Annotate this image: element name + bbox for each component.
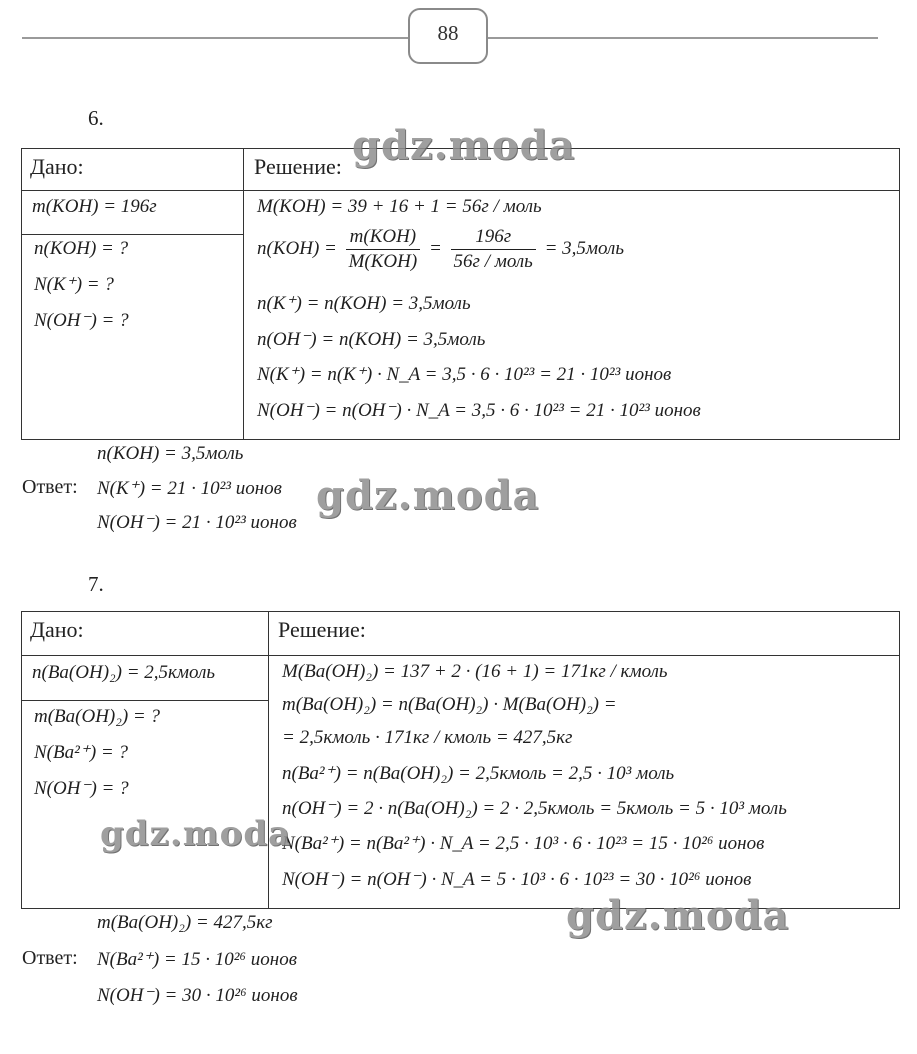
problem-6-solution-line-3: n(K⁺) = n(KOH) = 3,5моль	[257, 293, 471, 314]
problem-6-solution-line-1: M(KOH) = 39 + 16 + 1 = 56г / моль	[257, 196, 542, 217]
problem-6-answer-label: Ответ:	[22, 476, 78, 498]
problem-6-column-divider	[243, 148, 244, 440]
watermark: gdz.moda	[566, 892, 790, 939]
problem-7-number: 7.	[88, 572, 104, 596]
header-rule-left	[22, 37, 410, 39]
problem-7-solution-line-7: N(OH⁻) = n(OH⁻) · N_A = 5 · 10³ · 6 · 10²³ = 30 · 10²⁶ ионов	[282, 869, 752, 890]
problem-7-answer-label: Ответ:	[22, 947, 78, 969]
problem-6-answer-1: n(KOH) = 3,5моль	[97, 443, 244, 464]
watermark: gdz.moda	[100, 814, 292, 854]
problem-6-given-label: Дано:	[30, 154, 84, 179]
problem-6-answer-2: N(K⁺) = 21 · 10²³ ионов	[97, 478, 282, 499]
problem-6-solution-line-5: N(K⁺) = n(K⁺) · N_A = 3,5 · 6 · 10²³ = 21 · 10²³ ионов	[257, 364, 672, 385]
problem-6-fraction-1	[346, 226, 421, 273]
problem-7-find-3: N(OH⁻) = ?	[34, 778, 129, 799]
problem-6-fraction-2	[451, 226, 536, 273]
problem-7-answer-2: N(Ba²⁺) = 15 · 10²⁶ ионов	[97, 949, 297, 970]
header-rule-right	[486, 37, 878, 39]
problem-7-header-divider	[21, 655, 900, 656]
problem-6-fraction-2-numerator: 196г	[451, 226, 536, 250]
problem-6-answer-3: N(OH⁻) = 21 · 10²³ ионов	[97, 512, 297, 533]
problem-7-solution-line-3: = 2,5кмоль · 171кг / кмоль = 427,5кг	[282, 727, 573, 748]
problem-6-header-divider	[21, 190, 900, 191]
problem-7-answer-1: m(Ba(OH)₂) = 427,5кг	[97, 912, 273, 933]
problem-6-line-2-equals: =	[428, 237, 442, 259]
problem-7-solution-line-5: n(OH⁻) = 2 · n(Ba(OH)₂) = 2 · 2,5кмоль = 5кмоль = 5 · 10³ моль	[282, 798, 787, 819]
problem-7-given-value: n(Ba(OH)₂) = 2,5кмоль	[32, 662, 216, 683]
problem-6-solution-line-6: N(OH⁻) = n(OH⁻) · N_A = 3,5 · 6 · 10²³ = 21 · 10²³ ионов	[257, 400, 701, 421]
problem-6-find-3: N(OH⁻) = ?	[34, 310, 129, 331]
problem-6-given-divider	[21, 234, 243, 235]
problem-7-solution-line-4: n(Ba²⁺) = n(Ba(OH)₂) = 2,5кмоль = 2,5 · 10³ моль	[282, 763, 675, 784]
problem-6-solution-label: Решение:	[254, 154, 342, 179]
problem-6-line-2-result: = 3,5моль	[544, 237, 624, 259]
watermark: gdz.moda	[316, 472, 540, 519]
problem-7-solution-line-1: M(Ba(OH)₂) = 137 + 2 · (16 + 1) = 171кг / кмоль	[282, 661, 668, 682]
problem-6-find-1: n(KOH) = ?	[34, 238, 129, 259]
problem-6-fraction-2-denominator: 56г / моль	[453, 251, 533, 272]
problem-7-solution-line-6: N(Ba²⁺) = n(Ba²⁺) · N_A = 2,5 · 10³ · 6 · 10²³ = 15 · 10²⁶ ионов	[282, 833, 765, 854]
problem-6-find-2: N(K⁺) = ?	[34, 274, 114, 295]
problem-7-solution-line-2: m(Ba(OH)₂) = n(Ba(OH)₂) · M(Ba(OH)₂) =	[282, 694, 617, 715]
problem-7-given-label: Дано:	[30, 617, 84, 642]
problem-6-solution-line-2	[257, 226, 624, 273]
page-number: 88	[408, 8, 488, 64]
problem-6-given-value: m(KOH) = 196г	[32, 196, 157, 217]
problem-6-solution-line-4: n(OH⁻) = n(KOH) = 3,5моль	[257, 329, 486, 350]
problem-6-number: 6.	[88, 106, 104, 130]
problem-6-fraction-1-numerator: m(KOH)	[346, 226, 421, 250]
problem-6-fraction-1-denominator: M(KOH)	[348, 251, 418, 272]
problem-7-find-2: N(Ba²⁺) = ?	[34, 742, 128, 763]
problem-7-given-divider	[21, 700, 268, 701]
problem-7-solution-label: Решение:	[278, 617, 366, 642]
problem-7-answer-3: N(OH⁻) = 30 · 10²⁶ ионов	[97, 985, 298, 1006]
problem-6-line-2-lhs: n(KOH) =	[257, 237, 337, 259]
watermark: gdz.moda	[352, 122, 576, 169]
problem-7-find-1: m(Ba(OH)₂) = ?	[34, 706, 161, 727]
